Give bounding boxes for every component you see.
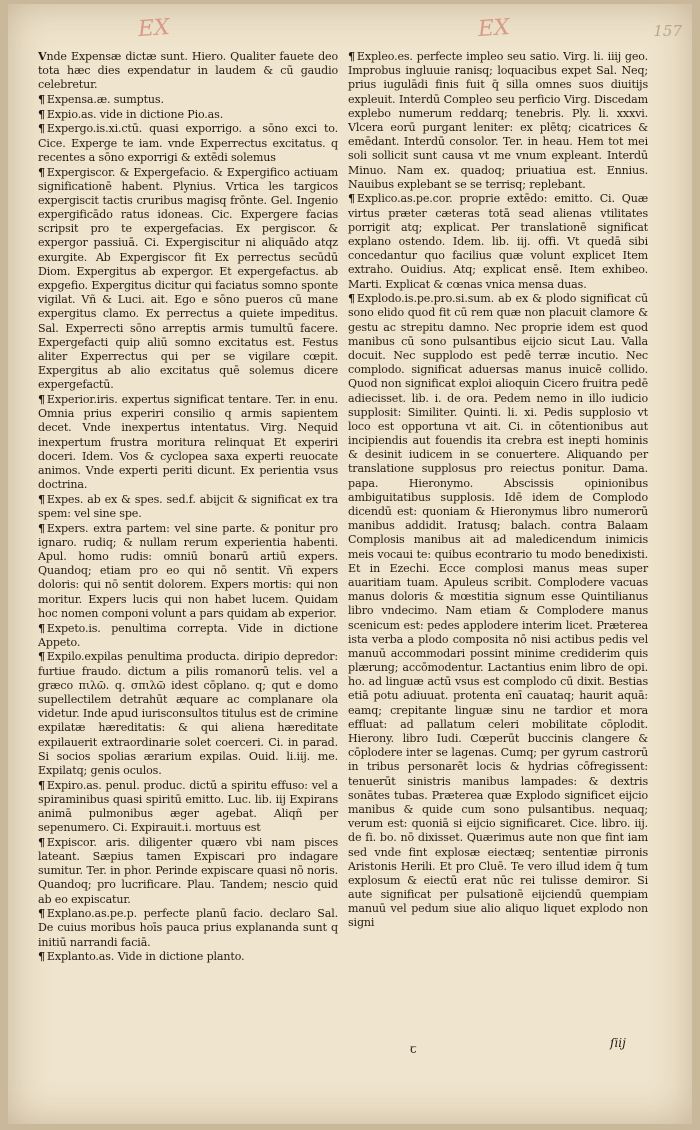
pilcrow-icon: ¶ bbox=[38, 492, 45, 506]
pilcrow-icon: ¶ bbox=[348, 50, 355, 63]
entry-text: ¶ Expers. extra partem: vel sine parte. & ponitur pro ignaro. rudiq; & nullam rerum experientia habenti. Apul. homo rudis: omniū bonarū artiū expers. Quandoq; etiam pro eo qui nō sentit. Vñ expers doloris: qui nō sentit dolorem. Expers mortis: qui non moritur. Expers lucis qui non habet lucem. Quidam hoc nomen componi volunt a pars quidam ab experior. bbox=[38, 521, 338, 620]
entry-text: ¶ Expiro.as. penul. produc. dictū a spiritu effuso: vel a spiraminibus quasi spiritū emitto. Luc. lib. iij Expirans animā pulmonibus æger agebat. Aliqñ per sepenumero. Ci. Expirauit.i. mortuus est bbox=[38, 778, 338, 835]
left-column bbox=[38, 50, 338, 965]
pilcrow-icon: ¶ bbox=[38, 521, 45, 535]
pilcrow-icon: ¶ bbox=[38, 107, 45, 121]
entry-text: ¶ Experior.iris. expertus significat tentare. Ter. in enu. Omnia prius experiri consilio q armis sapientem decet. Vnde inexpertus intentatus. Virg. Nequid inexpertum frustra moritura relinquat Et experiri doceri. Idem. Vos & cyclopea saxa experti reuocate animos. Vnde experti periti dicunt. Ex perientia vsus doctrina. bbox=[38, 393, 338, 492]
entry-text: ¶ Explano.as.pe.p. perfecte planū facio. declaro Sal. De cuius moribus hoīs pauca prius explananda sunt q initiū narrandi faciā. bbox=[38, 907, 338, 949]
entry-text: ¶ Expensa.æ. sumptus. bbox=[38, 93, 164, 107]
pilcrow-icon: ¶ bbox=[348, 192, 355, 206]
entry-text: ¶ Expes. ab ex & spes. sed.f. abijcit & significat ex tra spem: vel sine spe. bbox=[38, 492, 338, 520]
entry-text: ¶ Explanto.as. Vide in dictione planto. bbox=[38, 950, 245, 964]
entry-text: ¶ Explodo.is.pe.pro.si.sum. ab ex & plodo significat cū sono elido quod fit cū rem quæ non placuit clamore & gestu ac strepitu damno. Nec proprie idem est quod manibus cū sono pulsantibus eijcio sicut Lau. Valla docuit. Nec supplodo est pedē terræ incutio. Nec complodo. significat aduersas manus inuicē collido. Quod non significat exploi alioquin Cicero fruitra pedē adiecisset. lib. i. de ora. Pedem nemo in illo iudicio supplosit: Similiter. Quinti. li. xi. Pedis supplosio vt loco est opportuna vt ait. Ci. in cōtentionibus aut incipiendis aut fouendis ita crebra est inepti hominis & desinit iudicem in se conuertere. Aliquando per translatione supplosus pro reiectus ponitur. Dama. papa. Hieronymo. Abscissis opinionibus ambiguitatibus supplosis. Idē idem de Complodo dicendū est: quoniam & Hieronymus libro numerorū manibus addidit. Iratusq; balach. contra Balaam Complosis manibus ait ad maledicendum inimicis meis vocaui te: quibus econtrario tu modo benedixisti. Et in Ezechi. Ecce complosi manus meas super auaritiam tuam. Apuleus scribit. Complodere vacuas manus doloris & mœstitia signum esse Quintilianus libro vndecimo. Nam etiam & Complodere manus scenicum est: pedes applodere interim licet. Præterea ista verba a plodo composita nō nisi actibus pedis vel manuū accommodari possint minime crediderim quis plærung; accōmodentur. Lactantius enim libro de opi. ho. ad linguæ actū vsus est complodo cū dixit. Bestias etiā potu adiuuat. protenta enī cauataq; haurit aquā: eamq; crepitante linguæ sinu ne tardior et mora effluat: ad pallatum celeri mobilitate cōplodit. Hierony. libro Iudi. Cœperūt buccinis clangere & cōplodere inter se lagenas. Cumq; per gyrum castrorū in tribus personarēt locis & hydrias cōfregissent: tenuerūt sinistris manibus lampades: & dextris sonātes tubas. Præterea quæ Explodo significet eijcio manibus & quide cum sono pulsantibus. nequaq; verum est: quoniā si eijcio significaret. Cice. libro. iij. de fi. bo. nō dixisset. Quærimus aute non que fint iam sed vnde fint explosæ eiectæq; sententiæ pirronis Aristonis Herili. Et pro Cluē. Te vero illud idem q̄ tum explosum & eiectū erat nūc rei tulisse demiror. Si aute significat per pulsationē eijciendū quempiam manuū vel pedum siue alio aliquo liquet explodo non signi bbox=[348, 292, 648, 930]
entry-text: ¶ Expeto.is. penultima correpta. Vide in dictione Appeto. bbox=[38, 621, 338, 649]
pilcrow-icon: ¶ bbox=[38, 950, 45, 964]
pilcrow-icon: ¶ bbox=[38, 165, 45, 179]
marginal-note-left: EX bbox=[137, 14, 171, 43]
pilcrow-icon: ¶ bbox=[38, 778, 45, 792]
pilcrow-icon: ¶ bbox=[38, 621, 45, 635]
marginal-note-right: EX bbox=[477, 14, 511, 43]
pilcrow-icon: ¶ bbox=[38, 393, 45, 406]
pilcrow-icon: ¶ bbox=[38, 122, 45, 136]
footer-mark: ꞇ bbox=[410, 1042, 417, 1056]
entry-text: ¶ Expiscor. aris. diligenter quæro vbi nam pisces lateant. Sæpius tamen Expiscari pro indagare sumitur. Ter. in phor. Perinde expiscare quasi nō noris. Quandoq; pro lucrificare. Plau. Tandem; nescio quid ab eo expiscatur. bbox=[38, 835, 338, 906]
pilcrow-icon: ¶ bbox=[38, 93, 45, 107]
right-column bbox=[348, 50, 648, 931]
signature-mark: ſiij bbox=[610, 1036, 626, 1050]
entry-text: ¶ Expergiscor. & Expergefacio. & Expergifico actiuam significationē habent. Plynius. Vrtica les targicos expergiscit tactis cruribus magisq frōnte. Gel. Ingenio expergificādo ratus idoneas. Cic. Expergere facias scripsit pro te expergefacias. Ex pergiscor. & expergor passiuā. Ci. Expergiscitur ni aliquādo atqz exurgite. Ab Expergiscor fit Ex perrectus secūdū Diom. Expergitus ab expergor. Et expergefactus. ab expgefio. Expergitus dicitur qui faciatus somno sponte vigilat. Vñ & Luci. ait. Ego e sōno pueros cū mane expergitus clamo. Ex perrectus a quiete impeditus. Sal. Experrecti sōno arreptis armis tumultū facere. Expergefacti quip aliū somno excitatus est. Festus aliter Experrectus qui per se vigilare cœpit. Expergitus ab alio excitatus quē solemus dicere expergefactū. bbox=[38, 165, 338, 392]
entry-text: ¶ Expilo.expilas penultima producta. diripio depredor: furtiue fraudo. dictum a pilis romanorū telis. vel a græco πιλῶ. q. σπιλῶ idest cōplano. q; qut e domo supellectilem detrahūt æquare ac complanare ola videtur. Inde apud iurisconsultos titulus est de crimine expilatæ hæreditatis: & qui aliena hæreditate expilauerit extraordinarie solet coerceri. Ci. in parad. Si socios spolias ærarium expilas. Ouid. li.iij. me. Expilatq; genis oculos. bbox=[38, 650, 338, 777]
pilcrow-icon: ¶ bbox=[38, 835, 45, 849]
pilcrow-icon: ¶ bbox=[38, 907, 45, 921]
entry-text: ¶ Expergo.is.xi.ctū. quasi exporrigo. a sōno exci to. Cice. Experge te iam. vnde Experrectus excitatus. q recentes a sōno exporrigi & extēdi solemus bbox=[38, 122, 338, 164]
pilcrow-icon: ¶ bbox=[348, 292, 355, 306]
entry-text: ¶ Expio.as. vide in dictione Pio.as. bbox=[38, 107, 224, 121]
entry-text: Vnde Expensæ dictæ sunt. Hiero. Qualiter fauete deo tota hæc dies expendatur in laudem & cū gaudio celebretur. bbox=[38, 50, 338, 92]
pilcrow-icon: ¶ bbox=[38, 650, 45, 664]
folio-number: 157 bbox=[653, 22, 682, 40]
page bbox=[8, 4, 692, 1124]
entry-text: ¶ Explico.as.pe.cor. proprie extēdo: emitto. Ci. Quæ virtus præter cæteras totā sead alienas vtilitates porrigit atq; explicat. Per translationē significat explano ostendo. Idem. lib. iij. offi. Vt quedā sibi concedantur quo facilius quæ volunt explicet Item extraho. Ouidius. Atq; explicat ensē. Item exhibeo. Marti. Explicat & cœnas vnica mensa duas. bbox=[348, 192, 648, 291]
entry-text: ¶ Expleo.es. perfecte impleo seu satio. Virg. li. iiij geo. Improbus ingluuie ranisq; loquacibus expet Sal. Neq; prius iugulādi finis fuit q̄ silla omnes suos diuitijs expleuit. Interdū Compleo seu perficio Virg. Discedam explebo numerum reddarq; tenebris. Ply. li. xxxvi. Vlcera eorū purgant leniter: ex plētq; cicatrices & emēdant. Interdū consolor. Ter. in heau. Hem tot mei soli sollicit sunt causa vt me vnum expleant. Interdū Minuo. Nam ex. quadoq; priuatiua est. Ennius. Nauibus explebant se se terrisq; replebant. bbox=[348, 50, 648, 191]
